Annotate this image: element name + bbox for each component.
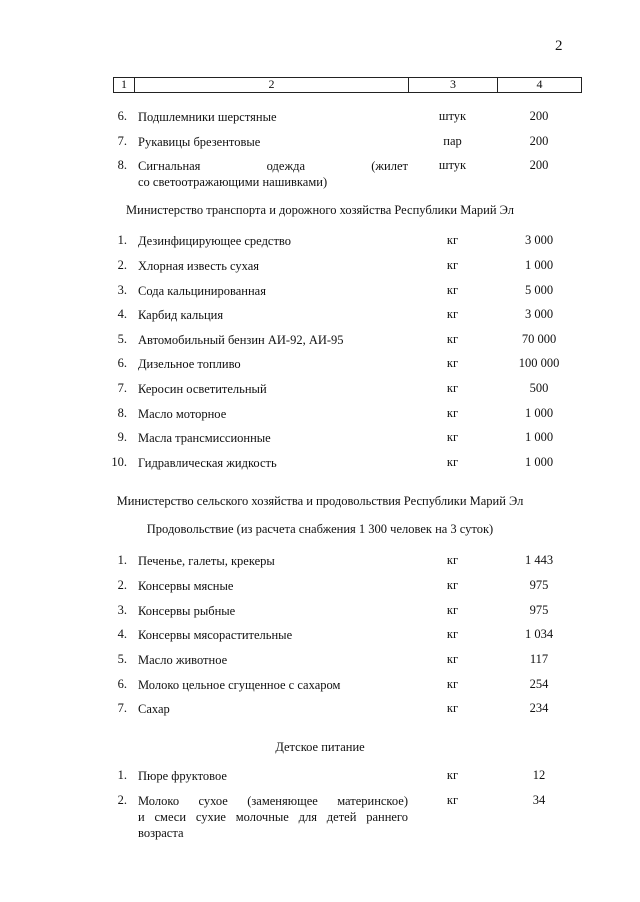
row-number: 8. [117, 158, 127, 172]
header-col-4: 4 [536, 77, 543, 91]
item-unit: кг [446, 677, 459, 691]
item-quantity: 1 000 [524, 258, 554, 272]
table-row [0, 455, 640, 473]
item-unit: кг [446, 283, 459, 297]
row-number: 7. [117, 701, 127, 715]
item-unit: кг [446, 233, 459, 247]
item-unit: кг [446, 356, 459, 370]
row-number: 9. [117, 430, 127, 444]
header-col-3: 3 [409, 78, 498, 92]
row-number: 1. [117, 768, 127, 782]
item-quantity: 200 [529, 109, 549, 123]
item-name: Автомобильный бензин АИ-92, АИ-95 [138, 333, 344, 347]
row-number: 2. [117, 793, 127, 807]
item-name: Карбид кальция [138, 308, 224, 322]
table-row [0, 701, 640, 719]
item-unit: кг [446, 652, 459, 666]
item-unit: кг [446, 332, 459, 346]
item-unit: кг [446, 430, 459, 444]
item-name: Рукавицы брезентовые [138, 135, 261, 149]
table-row [0, 677, 640, 695]
item-quantity: 234 [529, 701, 549, 715]
section-heading-transport: Министерство транспорта и дорожного хозяйства Республики Марий Эл [126, 203, 514, 217]
item-quantity: 3 000 [524, 307, 554, 321]
item-unit: кг [446, 627, 459, 641]
row-number: 6. [117, 356, 127, 370]
row-number: 5. [117, 652, 127, 666]
item-quantity: 975 [529, 603, 549, 617]
item-unit: кг [446, 701, 459, 715]
item-unit: кг [446, 307, 459, 321]
item-name: Масла трансмиссионные [138, 431, 271, 445]
row-number: 4. [117, 627, 127, 641]
table-row [0, 578, 640, 596]
row-number: 2. [117, 258, 127, 272]
table-row [0, 381, 640, 399]
table-row [0, 627, 640, 645]
item-quantity: 3 000 [524, 233, 554, 247]
item-name: Гидравлическая жидкость [138, 456, 277, 470]
row-number: 2. [117, 578, 127, 592]
table-header [113, 77, 582, 93]
table-row [0, 768, 640, 786]
item-unit: кг [446, 381, 459, 395]
row-number: 3. [117, 283, 127, 297]
item-quantity: 975 [529, 578, 549, 592]
item-unit: штук [438, 158, 467, 172]
item-quantity: 1 443 [524, 553, 554, 567]
item-name [138, 793, 408, 841]
table-row [0, 356, 640, 374]
table-row [0, 430, 640, 448]
item-unit: кг [446, 603, 459, 617]
item-name: Пюре фруктовое [138, 769, 227, 783]
table-row [0, 603, 640, 621]
table-row [0, 307, 640, 325]
row-number: 8. [117, 406, 127, 420]
item-quantity: 1 000 [524, 455, 554, 469]
item-unit: штук [438, 109, 467, 123]
item-quantity: 200 [529, 158, 549, 172]
table-row [0, 332, 640, 350]
row-number: 1. [117, 233, 127, 247]
item-name: Консервы мясорастительные [138, 628, 293, 642]
item-name: Хлорная известь сухая [138, 259, 260, 273]
item-name: Печенье, галеты, крекеры [138, 554, 275, 568]
row-number: 6. [117, 109, 127, 123]
item-unit: кг [446, 258, 459, 272]
item-name [138, 158, 408, 190]
item-name-line-3: возраста [138, 826, 184, 840]
item-name-line-1: Сигнальная одежда (жилет [138, 159, 408, 173]
item-name: Масло моторное [138, 407, 227, 421]
row-number: 10. [111, 455, 127, 469]
row-number: 3. [117, 603, 127, 617]
subsection-heading-food: Продовольствие (из расчета снабжения 1 300 человек на 3 суток) [146, 522, 494, 536]
item-quantity: 70 000 [521, 332, 557, 346]
item-quantity: 500 [529, 381, 549, 395]
item-name-line-2: и смеси сухие молочные для детей раннего [138, 810, 408, 824]
item-name-line-2: со светоотражающими нашивками) [138, 175, 328, 189]
table-row [0, 793, 640, 843]
item-quantity: 12 [532, 768, 546, 782]
item-unit: кг [446, 793, 459, 807]
item-unit: кг [446, 455, 459, 469]
item-name: Керосин осветительный [138, 382, 267, 396]
item-name: Дизельное топливо [138, 357, 241, 371]
table-row [0, 406, 640, 424]
item-quantity: 100 000 [518, 356, 560, 370]
item-name: Дезинфицирующее средство [138, 234, 292, 248]
header-col-1: 1 [114, 78, 135, 92]
item-name: Подшлемники шерстяные [138, 110, 277, 124]
item-quantity: 254 [529, 677, 549, 691]
item-quantity: 1 034 [524, 627, 554, 641]
item-quantity: 117 [529, 652, 549, 666]
item-quantity: 1 000 [524, 430, 554, 444]
item-quantity: 200 [529, 134, 549, 148]
item-name: Консервы мясные [138, 579, 234, 593]
row-number: 7. [117, 381, 127, 395]
item-name: Масло животное [138, 653, 228, 667]
item-name: Сахар [138, 702, 170, 716]
row-number: 6. [117, 677, 127, 691]
item-unit: кг [446, 406, 459, 420]
item-name: Молоко цельное сгущенное с сахаром [138, 678, 341, 692]
subsection-heading-baby-food: Детское питание [275, 740, 365, 754]
item-unit: пар [443, 134, 462, 148]
table-row [0, 553, 640, 571]
item-quantity: 5 000 [524, 283, 554, 297]
item-name: Сода кальцинированная [138, 284, 266, 298]
item-unit: кг [446, 578, 459, 592]
table-row [0, 258, 640, 276]
item-name-line-1: Молоко сухое (заменяющее материнское) [138, 794, 408, 808]
row-number: 5. [117, 332, 127, 346]
section-heading-agriculture: Министерство сельского хозяйства и продовольствия Республики Марий Эл [116, 494, 524, 508]
item-quantity: 1 000 [524, 406, 554, 420]
row-number: 7. [117, 134, 127, 148]
table-row [0, 158, 640, 192]
row-number: 1. [117, 553, 127, 567]
page-number: 2 [555, 38, 563, 54]
item-name: Консервы рыбные [138, 604, 236, 618]
table-row [0, 109, 640, 127]
header-col-2: 2 [135, 78, 409, 92]
table-row [0, 652, 640, 670]
item-quantity: 34 [532, 793, 546, 807]
item-unit: кг [446, 768, 459, 782]
table-row [0, 233, 640, 251]
item-unit: кг [446, 553, 459, 567]
table-row [0, 283, 640, 301]
row-number: 4. [117, 307, 127, 321]
table-row [0, 134, 640, 152]
